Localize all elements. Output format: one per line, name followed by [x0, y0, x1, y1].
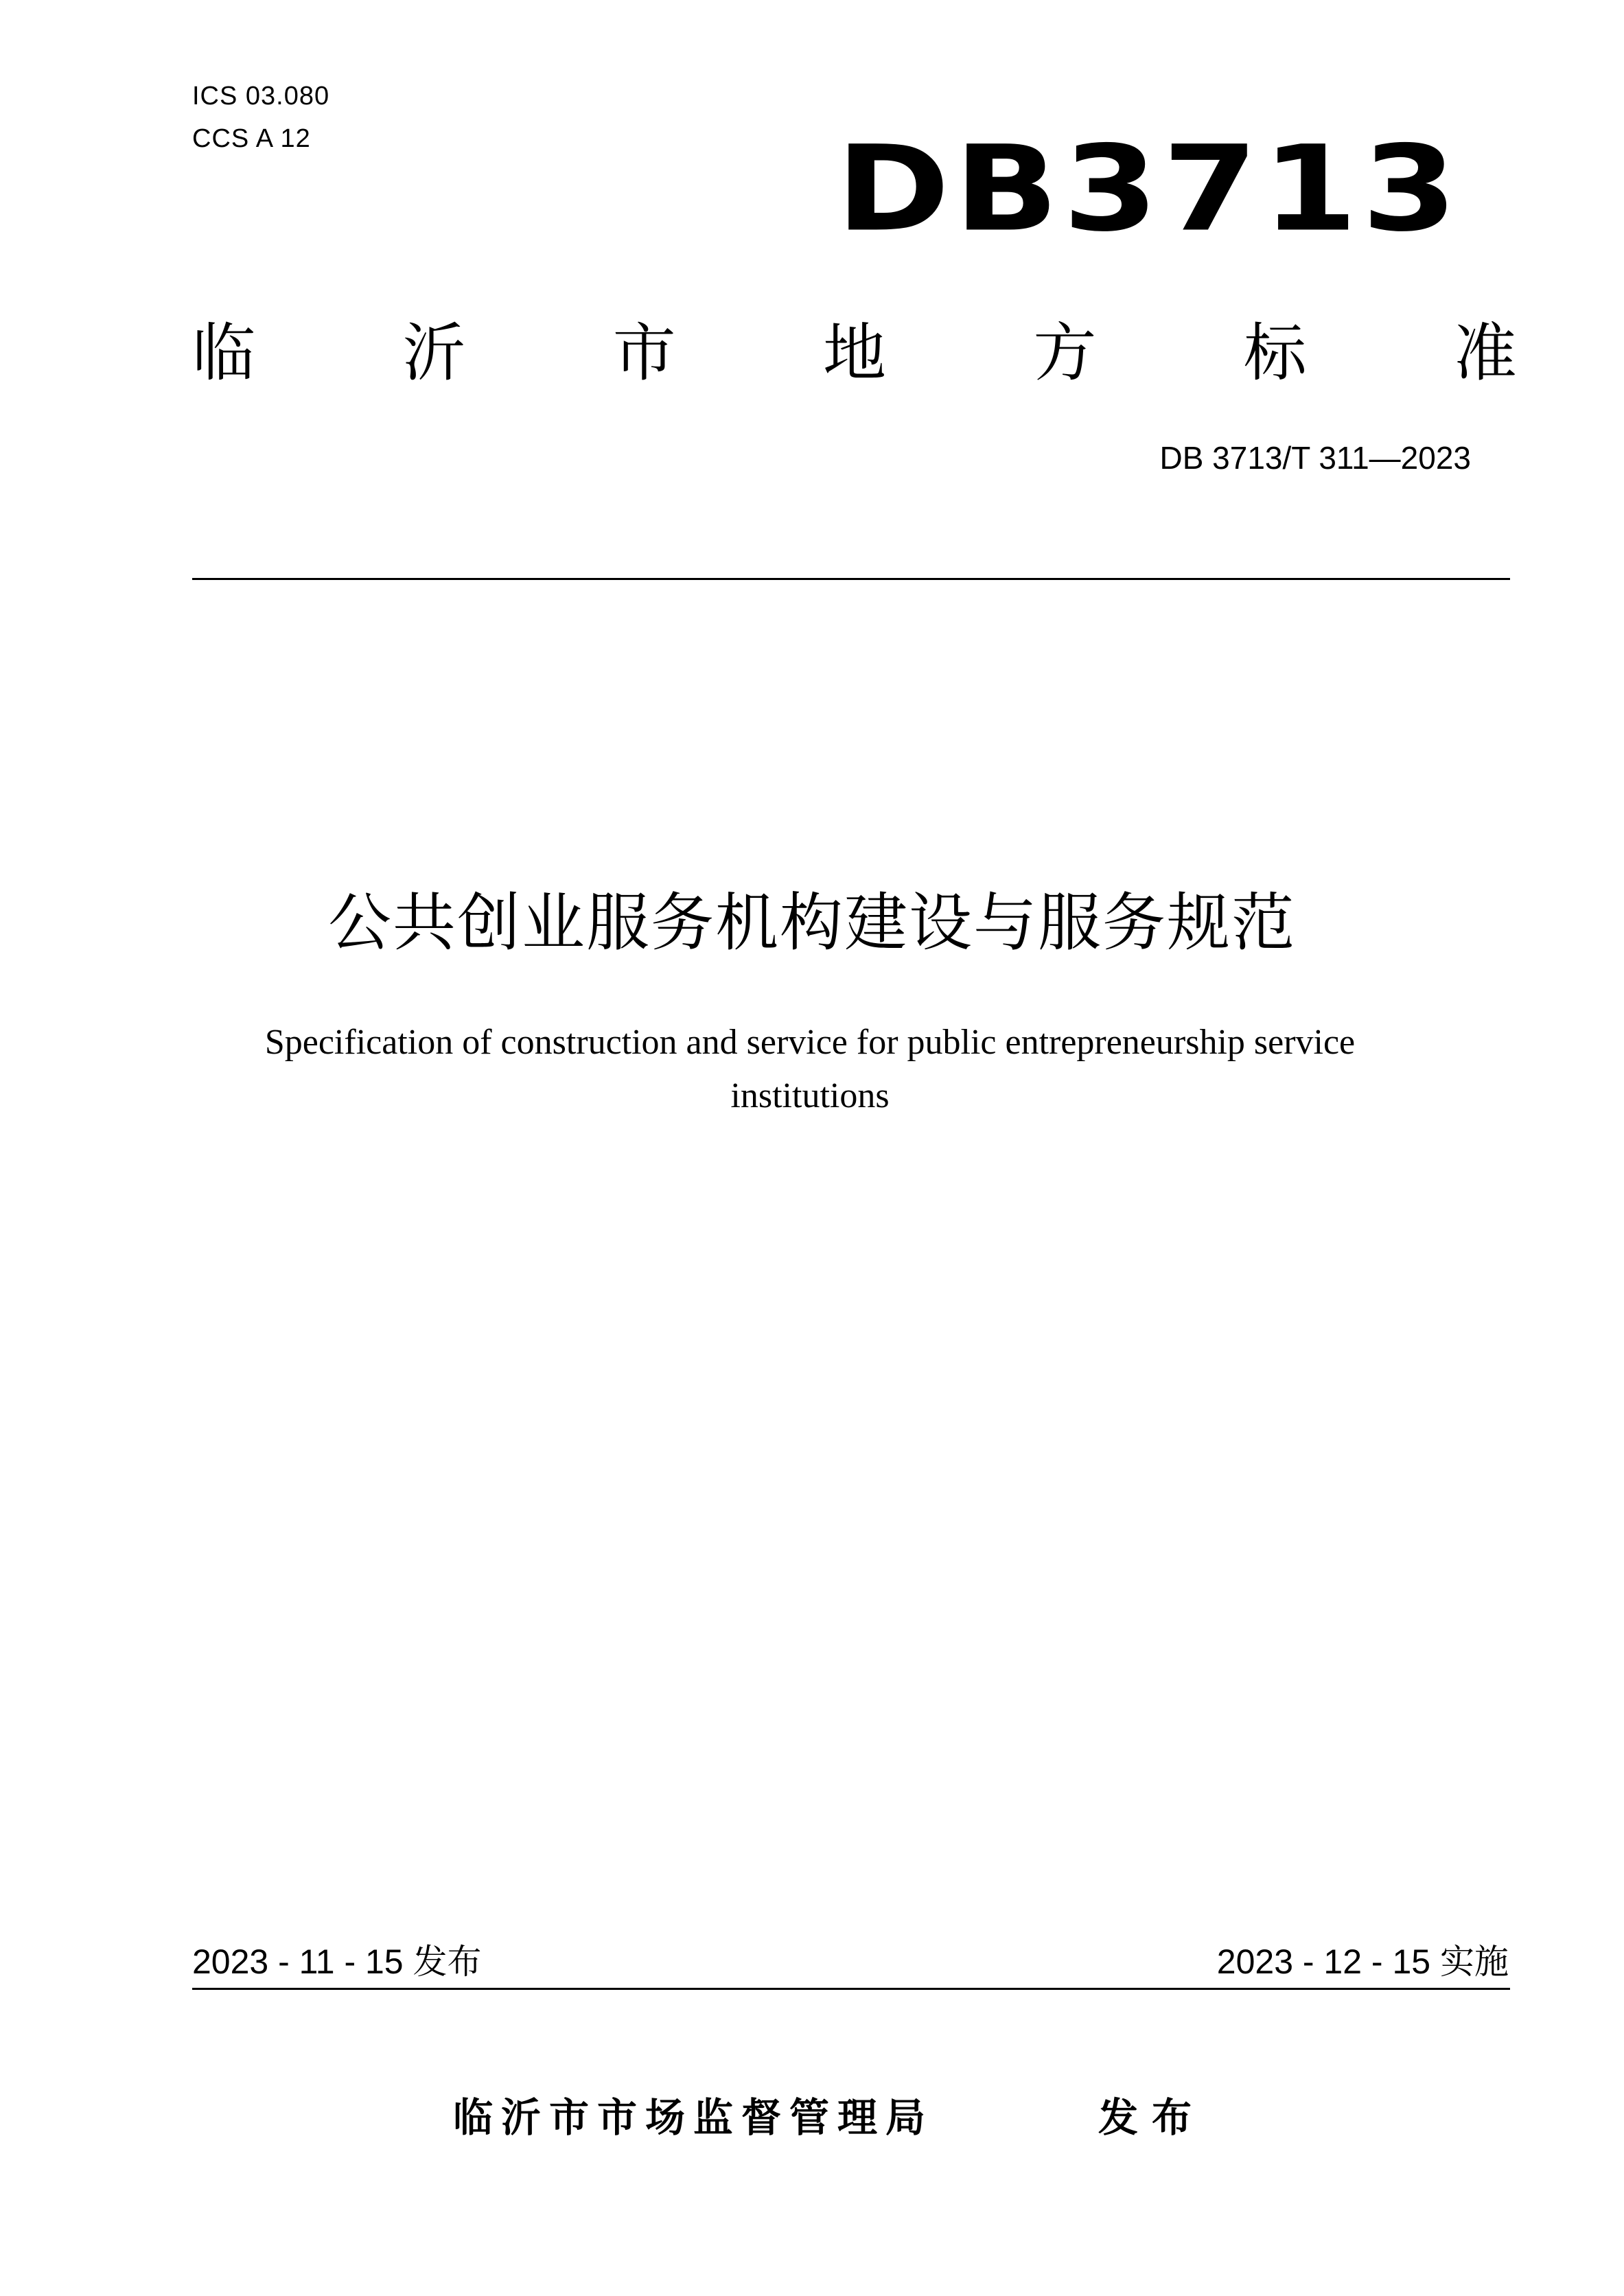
org-title-char: 沂: [402, 316, 466, 390]
org-title-char: 地: [822, 316, 886, 390]
top-divider: [192, 578, 1510, 580]
bottom-divider: [192, 1988, 1510, 1990]
implementation-date: 2023 - 12 - 15 实施: [1216, 1943, 1509, 1981]
document-title-english: Specification of construction and service for public entrepreneurship service institutions: [264, 1023, 1356, 1115]
document-title-chinese: 公共创业服务机构建设与服务规范: [327, 886, 1296, 960]
org-title-char: 临: [192, 316, 256, 390]
issue-date: 2023 - 11 - 15 发布: [192, 1943, 482, 1981]
standard-logo: DB3713: [835, 120, 1461, 258]
issue-label: 发布: [1098, 2094, 1206, 2141]
org-title-char: 标: [1243, 316, 1307, 390]
issuing-authority: 临沂市市场监督管理局: [453, 2094, 934, 2141]
org-title-char: 方: [1033, 316, 1097, 390]
ics-code: ICS 03.080: [192, 82, 330, 111]
org-title: [192, 316, 1517, 391]
org-title-char: 市: [612, 316, 676, 390]
standard-number: DB 3713/T 311—2023: [1159, 440, 1471, 476]
org-title-char: 准: [1453, 316, 1517, 390]
ccs-code: CCS A 12: [192, 124, 311, 153]
